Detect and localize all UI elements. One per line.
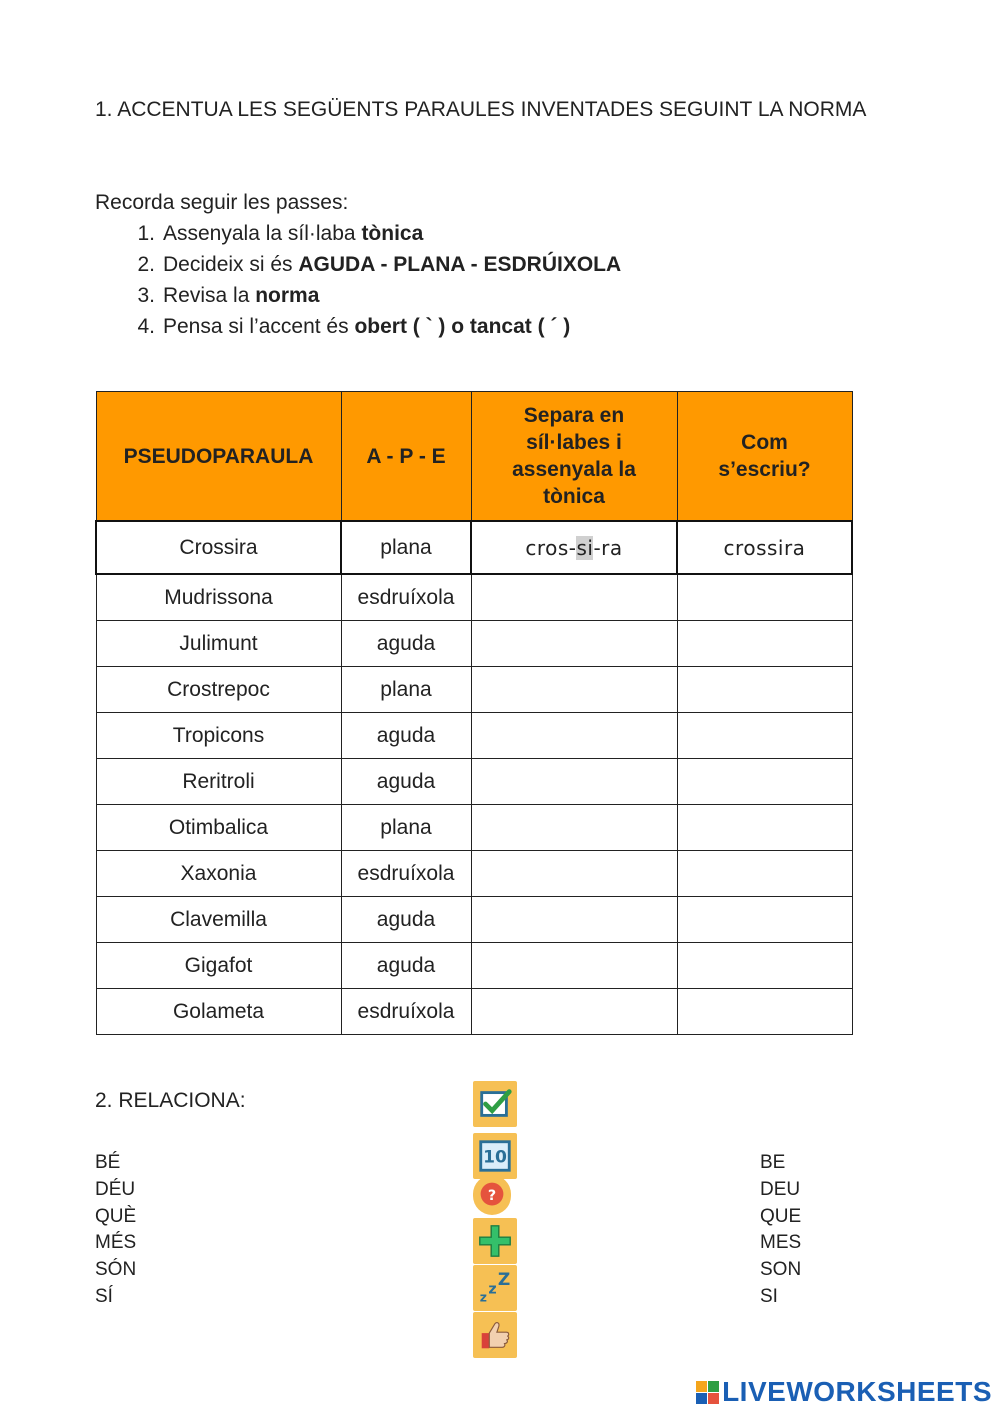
words-table: [95, 391, 853, 1035]
list-item[interactable]: QUÈ: [95, 1205, 137, 1227]
written-input-cell[interactable]: [677, 667, 852, 713]
word-cell: Otimbalica: [96, 805, 341, 851]
example-type: plana: [341, 521, 471, 574]
plus-icon[interactable]: [473, 1218, 517, 1264]
written-input-cell[interactable]: [677, 713, 852, 759]
step-item: 1. Assenyala la síl·laba tònica: [137, 222, 424, 245]
list-item[interactable]: BE: [760, 1152, 786, 1173]
header-ape: A - P - E: [341, 392, 471, 522]
type-cell: esdruíxola: [341, 851, 471, 897]
tonic-syllable: si: [576, 535, 594, 560]
syllables-input-cell[interactable]: [471, 574, 677, 621]
syllables-input-cell[interactable]: [471, 897, 677, 943]
list-item[interactable]: SÍ: [95, 1285, 113, 1307]
written-input-cell[interactable]: [677, 943, 852, 989]
svg-text:10: 10: [483, 1147, 507, 1168]
list-item[interactable]: MÉS: [95, 1232, 137, 1254]
syllables-input-cell[interactable]: [471, 667, 677, 713]
type-cell: aguda: [341, 621, 471, 667]
word-cell: Xaxonia: [96, 851, 341, 897]
steps-intro: Recorda seguir les passes:: [95, 191, 349, 214]
question-bubble-icon[interactable]: [473, 1175, 511, 1215]
example-syllables: cros-si-ra: [471, 521, 677, 574]
table-row: [96, 667, 852, 713]
header-written: Com s’escriu?: [677, 392, 852, 522]
step-item: 4. Pensa si l’accent és obert ( ` ) o tancat ( ´ ): [137, 315, 571, 338]
list-item[interactable]: SÓN: [95, 1259, 137, 1281]
accented-words-list: [95, 1150, 136, 1311]
word-cell: Crostrepoc: [96, 667, 341, 713]
svg-text:z: z: [479, 1290, 487, 1305]
word-cell: Tropicons: [96, 713, 341, 759]
word-cell: Julimunt: [96, 621, 341, 667]
example-answer: crossira: [677, 521, 852, 574]
checklist-icon[interactable]: [473, 1081, 517, 1127]
table-row: [96, 621, 852, 667]
type-cell: aguda: [341, 943, 471, 989]
table-row: [96, 805, 852, 851]
type-cell: plana: [341, 805, 471, 851]
list-item[interactable]: SI: [760, 1285, 778, 1307]
table-row: [96, 943, 852, 989]
list-item[interactable]: MES: [760, 1232, 802, 1254]
list-item[interactable]: BÉ: [95, 1152, 121, 1173]
syllables-input-cell[interactable]: [471, 851, 677, 897]
type-cell: plana: [341, 667, 471, 713]
svg-text:?: ?: [487, 1187, 497, 1204]
type-cell: aguda: [341, 897, 471, 943]
written-input-cell[interactable]: [677, 989, 852, 1035]
list-item[interactable]: QUE: [760, 1205, 802, 1227]
list-item[interactable]: SON: [760, 1259, 802, 1281]
word-cell: Gigafot: [96, 943, 341, 989]
unaccented-words-list: [760, 1150, 801, 1311]
written-input-cell[interactable]: [677, 897, 852, 943]
thumbs-up-icon[interactable]: [473, 1312, 517, 1358]
svg-text:z: z: [488, 1281, 497, 1298]
word-cell: Golameta: [96, 989, 341, 1035]
table-row: [96, 851, 852, 897]
syllables-input-cell[interactable]: [471, 943, 677, 989]
exercise-1-title: 1. ACCENTUA LES SEGÜENTS PARAULES INVENTADES SEGUINT LA NORMA: [95, 98, 867, 121]
liveworksheets-logo[interactable]: [696, 1376, 992, 1408]
svg-text:Z: Z: [497, 1270, 511, 1291]
list-item[interactable]: DÉU: [95, 1178, 136, 1200]
syllables-input-cell[interactable]: [471, 621, 677, 667]
header-pseudoparaula: PSEUDOPARAULA: [96, 392, 341, 522]
logo-text: LIVEWORKSHEETS: [722, 1376, 992, 1407]
written-input-cell[interactable]: [677, 621, 852, 667]
type-cell: aguda: [341, 759, 471, 805]
step-item: 3. Revisa la norma: [137, 284, 320, 307]
step-item: 2. Decideix si és AGUDA - PLANA - ESDRÚIXOLA: [137, 253, 622, 276]
type-cell: esdruíxola: [341, 574, 471, 621]
table-row: [96, 989, 852, 1035]
exercise-2-title: 2. RELACIONA:: [95, 1089, 246, 1112]
table-row: [96, 897, 852, 943]
written-input-cell[interactable]: [677, 851, 852, 897]
table-row: [96, 713, 852, 759]
written-input-cell[interactable]: [677, 805, 852, 851]
written-input-cell[interactable]: [677, 759, 852, 805]
type-cell: esdruíxola: [341, 989, 471, 1035]
syllables-input-cell[interactable]: [471, 713, 677, 759]
syllables-input-cell[interactable]: [471, 805, 677, 851]
sleep-zzz-icon[interactable]: [473, 1265, 517, 1311]
syllables-input-cell[interactable]: [471, 759, 677, 805]
word-cell: Reritroli: [96, 759, 341, 805]
table-row: [96, 759, 852, 805]
header-syllables: Separa en síl·labes i assenyala la tònica: [471, 392, 677, 522]
example-row: [96, 521, 852, 574]
logo-mark-icon: [696, 1381, 719, 1404]
type-cell: aguda: [341, 713, 471, 759]
example-word: Crossira: [96, 521, 341, 574]
steps-list: [95, 218, 621, 342]
word-cell: Mudrissona: [96, 574, 341, 621]
list-item[interactable]: DEU: [760, 1178, 801, 1200]
written-input-cell[interactable]: [677, 574, 852, 621]
table-row: [96, 574, 852, 621]
word-cell: Clavemilla: [96, 897, 341, 943]
syllables-input-cell[interactable]: [471, 989, 677, 1035]
number-ten-icon[interactable]: [473, 1133, 517, 1179]
